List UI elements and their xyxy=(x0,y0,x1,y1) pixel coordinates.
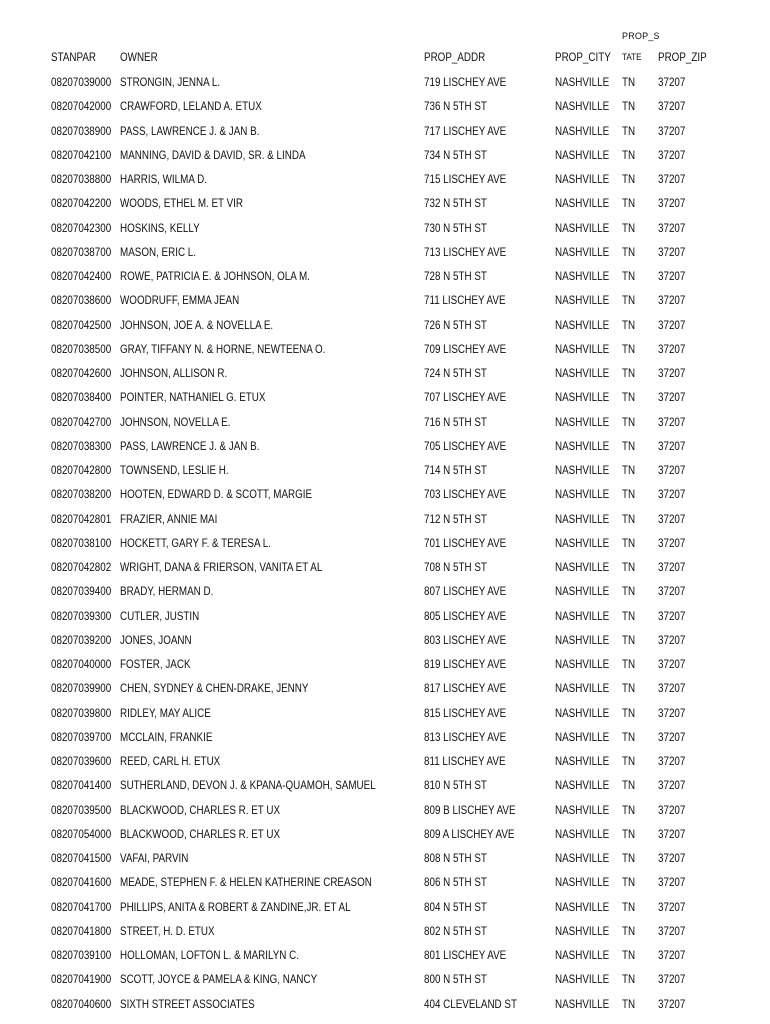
cell-owner: WOODRUFF, EMMA JEAN xyxy=(120,293,240,308)
cell-prop-addr: 719 LISCHEY AVE xyxy=(424,75,507,89)
table-row xyxy=(0,337,770,361)
cell-owner: POINTER, NATHANIEL G. ETUX xyxy=(120,390,266,405)
cell-stanpar: 08207042700 xyxy=(51,414,112,429)
cell-prop-city: NASHVILLE xyxy=(555,147,610,162)
cell-owner: HARRIS, WILMA D. xyxy=(120,172,207,186)
cell-owner: MASON, ERIC L. xyxy=(120,244,197,259)
cell-prop-state: TN xyxy=(622,923,636,938)
cell-prop-city: NASHVILLE xyxy=(555,754,610,768)
cell-prop-city: NASHVILLE xyxy=(555,390,610,405)
cell-stanpar: 08207042800 xyxy=(51,463,112,477)
cell-prop-addr: 808 N 5TH ST xyxy=(424,851,487,865)
cell-prop-addr: 809 B LISCHEY AVE xyxy=(424,802,516,817)
cell-prop-zip: 37207 xyxy=(658,729,686,744)
cell-owner: SUTHERLAND, DEVON J. & KPANA-QUAMOH, SAMUEL xyxy=(120,778,376,793)
cell-owner: HOCKETT, GARY F. & TERESA L. xyxy=(120,535,271,550)
cell-stanpar: 08207042300 xyxy=(51,220,112,235)
cell-prop-zip: 37207 xyxy=(658,438,686,453)
cell-stanpar: 08207038300 xyxy=(51,438,112,453)
cell-stanpar: 08207040600 xyxy=(51,996,112,1011)
cell-stanpar: 08207039000 xyxy=(51,75,112,89)
cell-prop-state: TN xyxy=(622,778,636,793)
cell-owner: JOHNSON, NOVELLA E. xyxy=(120,414,231,429)
cell-prop-city: NASHVILLE xyxy=(555,923,610,938)
cell-prop-addr: 805 LISCHEY AVE xyxy=(424,608,507,623)
cell-prop-state: TN xyxy=(622,511,636,526)
cell-prop-zip: 37207 xyxy=(658,317,686,332)
table-row xyxy=(0,531,770,555)
cell-prop-state: TN xyxy=(622,705,636,720)
cell-prop-zip: 37207 xyxy=(658,923,686,938)
cell-prop-zip: 37207 xyxy=(658,293,686,308)
cell-prop-city: NASHVILLE xyxy=(555,220,610,235)
cell-prop-city: NASHVILLE xyxy=(555,681,610,696)
cell-prop-addr: 809 A LISCHEY AVE xyxy=(424,826,515,841)
cell-owner: HOSKINS, KELLY xyxy=(120,220,200,235)
cell-prop-city: NASHVILLE xyxy=(555,463,610,477)
cell-prop-city: NASHVILLE xyxy=(555,99,610,114)
table-row xyxy=(0,361,770,385)
cell-prop-addr: 817 LISCHEY AVE xyxy=(424,681,507,696)
cell-owner: STREET, H. D. ETUX xyxy=(120,923,215,938)
cell-prop-city: NASHVILLE xyxy=(555,487,610,502)
cell-prop-state: TN xyxy=(622,802,636,817)
table-row xyxy=(0,385,770,409)
cell-prop-zip: 37207 xyxy=(658,632,686,647)
cell-prop-zip: 37207 xyxy=(658,511,686,526)
table-row xyxy=(0,846,770,870)
table-row xyxy=(0,288,770,312)
cell-prop-state: TN xyxy=(622,826,636,841)
cell-owner: HOLLOMAN, LOFTON L. & MARILYN C. xyxy=(120,948,299,962)
cell-prop-addr: 813 LISCHEY AVE xyxy=(424,729,507,744)
cell-prop-addr: 801 LISCHEY AVE xyxy=(424,948,507,962)
cell-owner: MCCLAIN, FRANKIE xyxy=(120,729,213,744)
table-row xyxy=(0,410,770,434)
cell-stanpar: 08207039900 xyxy=(51,681,112,696)
cell-owner: WOODS, ETHEL M. ET VIR xyxy=(120,196,244,211)
cell-stanpar: 08207038100 xyxy=(51,535,112,550)
cell-prop-zip: 37207 xyxy=(658,463,686,477)
table-row xyxy=(0,458,770,482)
table-row xyxy=(0,701,770,725)
cell-owner: PASS, LAWRENCE J. & JAN B. xyxy=(120,438,260,453)
cell-prop-state: TN xyxy=(622,317,636,332)
cell-prop-zip: 37207 xyxy=(658,220,686,235)
header-prop-addr: PROP_ADDR xyxy=(424,50,486,64)
cell-prop-zip: 37207 xyxy=(658,826,686,841)
cell-owner: JONES, JOANN xyxy=(120,632,192,647)
table-row xyxy=(0,507,770,531)
cell-prop-zip: 37207 xyxy=(658,681,686,696)
table-row xyxy=(0,604,770,628)
cell-stanpar: 08207039800 xyxy=(51,705,112,720)
header-prop-city: PROP_CITY xyxy=(555,50,611,64)
cell-owner: SCOTT, JOYCE & PAMELA & KING, NANCY xyxy=(120,972,318,987)
cell-prop-city: NASHVILLE xyxy=(555,996,610,1011)
cell-prop-zip: 37207 xyxy=(658,778,686,793)
cell-prop-addr: 804 N 5TH ST xyxy=(424,899,487,914)
table-row xyxy=(0,191,770,215)
cell-prop-addr: 717 LISCHEY AVE xyxy=(424,123,507,138)
cell-prop-city: NASHVILLE xyxy=(555,705,610,720)
cell-prop-zip: 37207 xyxy=(658,99,686,114)
cell-prop-city: NASHVILLE xyxy=(555,802,610,817)
cell-stanpar: 08207042802 xyxy=(51,560,112,574)
cell-stanpar: 08207042400 xyxy=(51,269,112,283)
cell-prop-addr: 736 N 5TH ST xyxy=(424,99,487,114)
cell-prop-addr: 707 LISCHEY AVE xyxy=(424,390,507,405)
cell-prop-zip: 37207 xyxy=(658,705,686,720)
cell-prop-city: NASHVILLE xyxy=(555,269,610,283)
cell-prop-city: NASHVILLE xyxy=(555,826,610,841)
cell-prop-addr: 819 LISCHEY AVE xyxy=(424,657,507,671)
table-row xyxy=(0,579,770,603)
cell-owner: FOSTER, JACK xyxy=(120,657,191,671)
cell-stanpar: 08207039400 xyxy=(51,584,112,599)
cell-stanpar: 08207038600 xyxy=(51,293,112,308)
cell-prop-zip: 37207 xyxy=(658,851,686,865)
cell-prop-city: NASHVILLE xyxy=(555,632,610,647)
cell-prop-city: NASHVILLE xyxy=(555,851,610,865)
table-row xyxy=(0,725,770,749)
cell-prop-state: TN xyxy=(622,366,636,380)
cell-stanpar: 08207038900 xyxy=(51,123,112,138)
cell-prop-addr: 728 N 5TH ST xyxy=(424,269,487,283)
cell-prop-addr: 734 N 5TH ST xyxy=(424,147,487,162)
table-row xyxy=(0,216,770,240)
cell-prop-state: TN xyxy=(622,414,636,429)
cell-prop-city: NASHVILLE xyxy=(555,366,610,380)
cell-prop-addr: 811 LISCHEY AVE xyxy=(424,754,506,768)
cell-prop-addr: 806 N 5TH ST xyxy=(424,875,487,890)
cell-owner: MANNING, DAVID & DAVID, SR. & LINDA xyxy=(120,147,306,162)
cell-prop-state: TN xyxy=(622,972,636,987)
cell-prop-city: NASHVILLE xyxy=(555,972,610,987)
cell-prop-city: NASHVILLE xyxy=(555,196,610,211)
cell-prop-state: TN xyxy=(622,147,636,162)
cell-prop-city: NASHVILLE xyxy=(555,511,610,526)
table-row xyxy=(0,482,770,506)
table-row xyxy=(0,240,770,264)
cell-stanpar: 08207039500 xyxy=(51,802,112,817)
cell-prop-state: TN xyxy=(622,123,636,138)
cell-prop-city: NASHVILLE xyxy=(555,341,610,356)
cell-prop-addr: 705 LISCHEY AVE xyxy=(424,438,507,453)
cell-prop-city: NASHVILLE xyxy=(555,75,610,89)
cell-stanpar: 08207038800 xyxy=(51,172,112,186)
cell-prop-zip: 37207 xyxy=(658,147,686,162)
cell-stanpar: 08207054000 xyxy=(51,826,112,841)
cell-owner: TOWNSEND, LESLIE H. xyxy=(120,463,229,477)
cell-prop-state: TN xyxy=(622,899,636,914)
cell-owner: RIDLEY, MAY ALICE xyxy=(120,705,211,720)
cell-prop-zip: 37207 xyxy=(658,414,686,429)
cell-stanpar: 08207039300 xyxy=(51,608,112,623)
cell-prop-city: NASHVILLE xyxy=(555,584,610,599)
cell-stanpar: 08207041600 xyxy=(51,875,112,890)
cell-prop-zip: 37207 xyxy=(658,75,686,89)
cell-prop-addr: 716 N 5TH ST xyxy=(424,414,487,429)
cell-prop-zip: 37207 xyxy=(658,196,686,211)
cell-prop-city: NASHVILLE xyxy=(555,317,610,332)
cell-prop-addr: 715 LISCHEY AVE xyxy=(424,172,507,186)
cell-prop-city: NASHVILLE xyxy=(555,244,610,259)
cell-prop-city: NASHVILLE xyxy=(555,899,610,914)
cell-stanpar: 08207042600 xyxy=(51,366,112,380)
header-owner: OWNER xyxy=(120,50,158,64)
cell-prop-state: TN xyxy=(622,584,636,599)
cell-prop-addr: 732 N 5TH ST xyxy=(424,196,487,211)
table-row xyxy=(0,992,770,1016)
table-row xyxy=(0,676,770,700)
cell-prop-addr: 708 N 5TH ST xyxy=(424,560,487,574)
cell-prop-city: NASHVILLE xyxy=(555,608,610,623)
cell-owner: BRADY, HERMAN D. xyxy=(120,584,214,599)
cell-prop-addr: 800 N 5TH ST xyxy=(424,972,487,987)
cell-prop-state: TN xyxy=(622,220,636,235)
cell-stanpar: 08207038400 xyxy=(51,390,112,405)
cell-prop-city: NASHVILLE xyxy=(555,948,610,962)
cell-stanpar: 08207041900 xyxy=(51,972,112,987)
cell-prop-addr: 724 N 5TH ST xyxy=(424,366,487,380)
cell-stanpar: 08207039100 xyxy=(51,948,112,962)
cell-prop-zip: 37207 xyxy=(658,972,686,987)
cell-stanpar: 08207042200 xyxy=(51,196,112,211)
cell-owner: PHILLIPS, ANITA & ROBERT & ZANDINE,JR. ET AL xyxy=(120,899,351,914)
cell-prop-state: TN xyxy=(622,293,636,308)
cell-prop-state: TN xyxy=(622,341,636,356)
cell-owner: HOOTEN, EDWARD D. & SCOTT, MARGIE xyxy=(120,487,313,502)
cell-prop-zip: 37207 xyxy=(658,802,686,817)
cell-prop-state: TN xyxy=(622,269,636,283)
cell-prop-zip: 37207 xyxy=(658,560,686,574)
cell-prop-city: NASHVILLE xyxy=(555,778,610,793)
cell-stanpar: 08207039700 xyxy=(51,729,112,744)
cell-prop-addr: 711 LISCHEY AVE xyxy=(424,293,506,308)
cell-prop-addr: 701 LISCHEY AVE xyxy=(424,535,507,550)
cell-prop-zip: 37207 xyxy=(658,948,686,962)
cell-prop-city: NASHVILLE xyxy=(555,875,610,890)
table-row xyxy=(0,895,770,919)
cell-stanpar: 08207041800 xyxy=(51,923,112,938)
cell-prop-zip: 37207 xyxy=(658,535,686,550)
table-row xyxy=(0,749,770,773)
cell-owner: REED, CARL H. ETUX xyxy=(120,754,221,768)
cell-stanpar: 08207039200 xyxy=(51,632,112,647)
cell-owner: PASS, LAWRENCE J. & JAN B. xyxy=(120,123,260,138)
cell-prop-zip: 37207 xyxy=(658,341,686,356)
table-row xyxy=(0,822,770,846)
cell-prop-zip: 37207 xyxy=(658,244,686,259)
cell-prop-addr: 807 LISCHEY AVE xyxy=(424,584,507,599)
cell-prop-state: TN xyxy=(622,851,636,865)
cell-stanpar: 08207041400 xyxy=(51,778,112,793)
cell-prop-city: NASHVILLE xyxy=(555,729,610,744)
table-row xyxy=(0,628,770,652)
cell-prop-state: TN xyxy=(622,657,636,671)
cell-owner: CHEN, SYDNEY & CHEN-DRAKE, JENNY xyxy=(120,681,309,696)
cell-owner: BLACKWOOD, CHARLES R. ET UX xyxy=(120,802,281,817)
cell-stanpar: 08207039600 xyxy=(51,754,112,768)
cell-prop-state: TN xyxy=(622,560,636,574)
cell-owner: BLACKWOOD, CHARLES R. ET UX xyxy=(120,826,281,841)
cell-prop-state: TN xyxy=(622,438,636,453)
cell-prop-zip: 37207 xyxy=(658,584,686,599)
cell-prop-zip: 37207 xyxy=(658,899,686,914)
table-row xyxy=(0,167,770,191)
cell-prop-addr: 703 LISCHEY AVE xyxy=(424,487,507,502)
cell-stanpar: 08207040000 xyxy=(51,657,112,671)
cell-prop-state: TN xyxy=(622,948,636,962)
cell-prop-zip: 37207 xyxy=(658,487,686,502)
header-prop-state-bottom: TATE xyxy=(622,52,642,62)
cell-prop-state: TN xyxy=(622,681,636,696)
cell-prop-state: TN xyxy=(622,487,636,502)
cell-prop-zip: 37207 xyxy=(658,608,686,623)
cell-prop-zip: 37207 xyxy=(658,390,686,405)
cell-prop-addr: 815 LISCHEY AVE xyxy=(424,705,507,720)
cell-prop-addr: 709 LISCHEY AVE xyxy=(424,341,507,356)
table-row xyxy=(0,919,770,943)
cell-prop-state: TN xyxy=(622,75,636,89)
cell-prop-state: TN xyxy=(622,632,636,647)
cell-owner: WRIGHT, DANA & FRIERSON, VANITA ET AL xyxy=(120,560,323,574)
cell-prop-state: TN xyxy=(622,99,636,114)
cell-owner: VAFAI, PARVIN xyxy=(120,851,189,865)
table-row xyxy=(0,94,770,118)
cell-stanpar: 08207038700 xyxy=(51,244,112,259)
cell-prop-zip: 37207 xyxy=(658,269,686,283)
cell-prop-state: TN xyxy=(622,196,636,211)
cell-prop-addr: 802 N 5TH ST xyxy=(424,923,487,938)
cell-prop-city: NASHVILLE xyxy=(555,123,610,138)
cell-prop-city: NASHVILLE xyxy=(555,657,610,671)
cell-prop-zip: 37207 xyxy=(658,172,686,186)
header-stanpar: STANPAR xyxy=(51,50,97,64)
cell-prop-zip: 37207 xyxy=(658,123,686,138)
header-prop-zip: PROP_ZIP xyxy=(658,50,707,64)
cell-prop-state: TN xyxy=(622,535,636,550)
cell-prop-addr: 726 N 5TH ST xyxy=(424,317,487,332)
table-row xyxy=(0,773,770,797)
table-row xyxy=(0,434,770,458)
cell-prop-zip: 37207 xyxy=(658,366,686,380)
cell-prop-zip: 37207 xyxy=(658,875,686,890)
cell-prop-state: TN xyxy=(622,244,636,259)
cell-stanpar: 08207042500 xyxy=(51,317,112,332)
cell-owner: MEADE, STEPHEN F. & HELEN KATHERINE CREASON xyxy=(120,875,372,890)
cell-prop-city: NASHVILLE xyxy=(555,438,610,453)
cell-prop-state: TN xyxy=(622,608,636,623)
cell-owner: JOHNSON, JOE A. & NOVELLA E. xyxy=(120,317,274,332)
cell-prop-addr: 404 CLEVELAND ST xyxy=(424,996,517,1011)
cell-prop-city: NASHVILLE xyxy=(555,172,610,186)
cell-owner: CRAWFORD, LELAND A. ETUX xyxy=(120,99,262,114)
cell-prop-state: TN xyxy=(622,463,636,477)
table-row xyxy=(0,313,770,337)
table-row xyxy=(0,870,770,894)
cell-prop-city: NASHVILLE xyxy=(555,293,610,308)
cell-stanpar: 08207042000 xyxy=(51,99,112,114)
cell-stanpar: 08207041500 xyxy=(51,851,112,865)
cell-stanpar: 08207042801 xyxy=(51,511,112,526)
cell-prop-city: NASHVILLE xyxy=(555,535,610,550)
cell-prop-zip: 37207 xyxy=(658,657,686,671)
cell-owner: SIXTH STREET ASSOCIATES xyxy=(120,996,255,1011)
cell-prop-addr: 714 N 5TH ST xyxy=(424,463,487,477)
cell-prop-state: TN xyxy=(622,172,636,186)
header-row xyxy=(0,47,770,71)
cell-prop-addr: 730 N 5TH ST xyxy=(424,220,487,235)
cell-stanpar: 08207042100 xyxy=(51,147,112,162)
table-row xyxy=(0,967,770,991)
cell-owner: GRAY, TIFFANY N. & HORNE, NEWTEENA O. xyxy=(120,341,326,356)
cell-prop-state: TN xyxy=(622,729,636,744)
cell-owner: FRAZIER, ANNIE MAI xyxy=(120,511,218,526)
cell-prop-state: TN xyxy=(622,754,636,768)
cell-prop-city: NASHVILLE xyxy=(555,414,610,429)
cell-prop-zip: 37207 xyxy=(658,754,686,768)
table-row xyxy=(0,119,770,143)
cell-prop-zip: 37207 xyxy=(658,996,686,1011)
cell-owner: JOHNSON, ALLISON R. xyxy=(120,366,228,380)
cell-stanpar: 08207038200 xyxy=(51,487,112,502)
cell-prop-addr: 713 LISCHEY AVE xyxy=(424,244,507,259)
table-row xyxy=(0,943,770,967)
table-row xyxy=(0,652,770,676)
cell-stanpar: 08207041700 xyxy=(51,899,112,914)
header-prop-state-top: PROP_S xyxy=(622,31,660,41)
cell-prop-addr: 712 N 5TH ST xyxy=(424,511,487,526)
table-row xyxy=(0,798,770,822)
table-row xyxy=(0,70,770,94)
cell-owner: ROWE, PATRICIA E. & JOHNSON, OLA M. xyxy=(120,269,310,283)
cell-prop-addr: 810 N 5TH ST xyxy=(424,778,487,793)
cell-stanpar: 08207038500 xyxy=(51,341,112,356)
table-row xyxy=(0,264,770,288)
cell-prop-state: TN xyxy=(622,390,636,405)
cell-owner: STRONGIN, JENNA L. xyxy=(120,75,221,89)
table-row xyxy=(0,143,770,167)
cell-prop-addr: 803 LISCHEY AVE xyxy=(424,632,507,647)
cell-prop-city: NASHVILLE xyxy=(555,560,610,574)
cell-owner: CUTLER, JUSTIN xyxy=(120,608,200,623)
cell-prop-state: TN xyxy=(622,875,636,890)
cell-prop-state: TN xyxy=(622,996,636,1011)
table-row xyxy=(0,555,770,579)
